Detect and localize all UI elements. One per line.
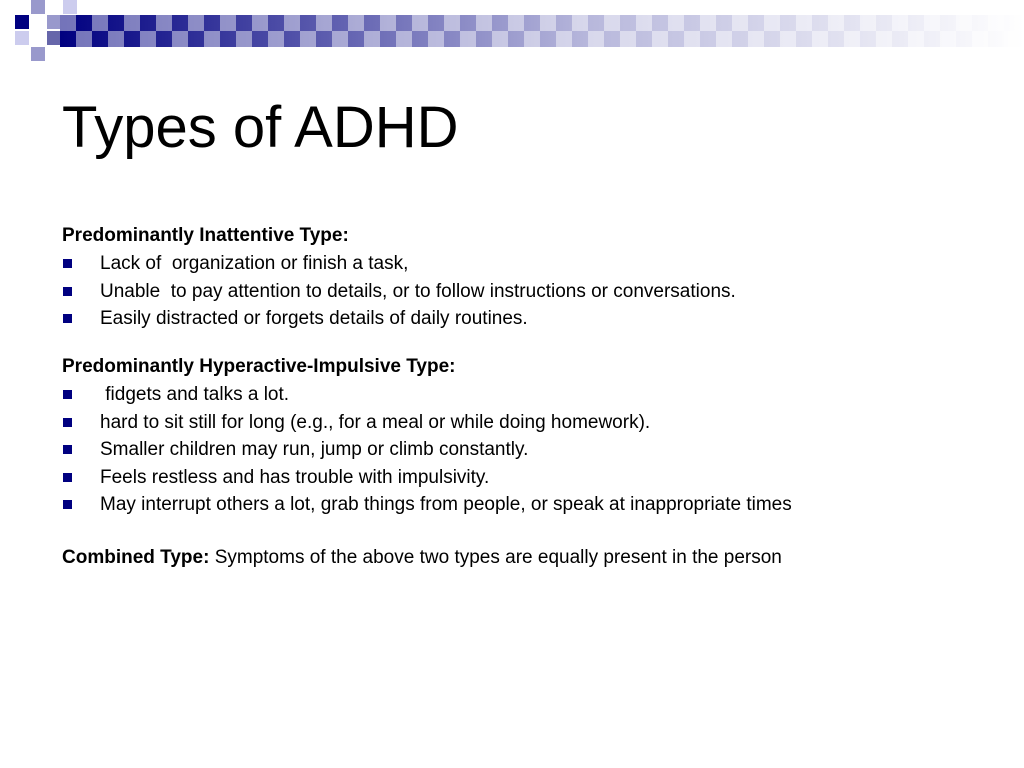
- decor-square-light: [31, 47, 45, 61]
- square-bullet-icon: [63, 500, 72, 509]
- combined-type-label: Combined Type:: [62, 547, 210, 568]
- bullet-text: Unable to pay attention to details, or to follow instructions or conversations.: [100, 280, 736, 302]
- bullet-item: [62, 436, 792, 464]
- bullet-item: [62, 381, 792, 409]
- decor-square-mid: [47, 31, 61, 45]
- bullet-item: [62, 305, 736, 333]
- bullet-text: Smaller children may run, jump or climb constantly.: [100, 439, 529, 460]
- square-bullet-icon: [63, 314, 72, 323]
- decor-square-light: [63, 0, 77, 14]
- decor-square-light: [31, 0, 45, 14]
- bullet-text: fidgets and talks a lot.: [100, 384, 290, 405]
- bullet-item: [62, 409, 792, 437]
- bullet-text: Feels restless and has trouble with impulsivity.: [100, 466, 490, 488]
- bullet-text: hard to sit still for long (e.g., for a meal or while doing homework).: [100, 411, 651, 433]
- square-bullet-icon: [63, 445, 72, 454]
- square-bullet-icon: [63, 390, 72, 399]
- combined-type-text: Symptoms of the above two types are equally present in the person: [209, 547, 782, 568]
- bullet-text: Easily distracted or forgets details of daily routines.: [100, 308, 528, 329]
- header-gradient-bar: [60, 15, 1024, 47]
- square-bullet-icon: [63, 473, 72, 482]
- decor-square-light: [47, 15, 61, 29]
- bullet-item: [62, 491, 792, 519]
- slide-title: Types of ADHD: [62, 95, 459, 160]
- combined-type-paragraph: [62, 545, 782, 571]
- square-bullet-icon: [63, 259, 72, 268]
- bullet-item: [62, 250, 736, 278]
- bullet-item: [62, 278, 736, 306]
- bullet-text: Lack of organization or finish a task,: [100, 253, 409, 274]
- section-heading-inattentive: Predominantly Inattentive Type:: [62, 225, 349, 246]
- bullet-list-hyperactive: [62, 381, 792, 519]
- square-bullet-icon: [63, 418, 72, 427]
- section-heading-hyperactive: Predominantly Hyperactive-Impulsive Type:: [62, 356, 456, 377]
- bullet-list-inattentive: [62, 250, 736, 333]
- square-bullet-icon: [63, 287, 72, 296]
- decor-square-dark: [15, 15, 29, 29]
- bullet-text: May interrupt others a lot, grab things from people, or speak at inappropriate times: [100, 494, 792, 515]
- bullet-item: [62, 464, 792, 492]
- decor-square-light: [15, 31, 29, 45]
